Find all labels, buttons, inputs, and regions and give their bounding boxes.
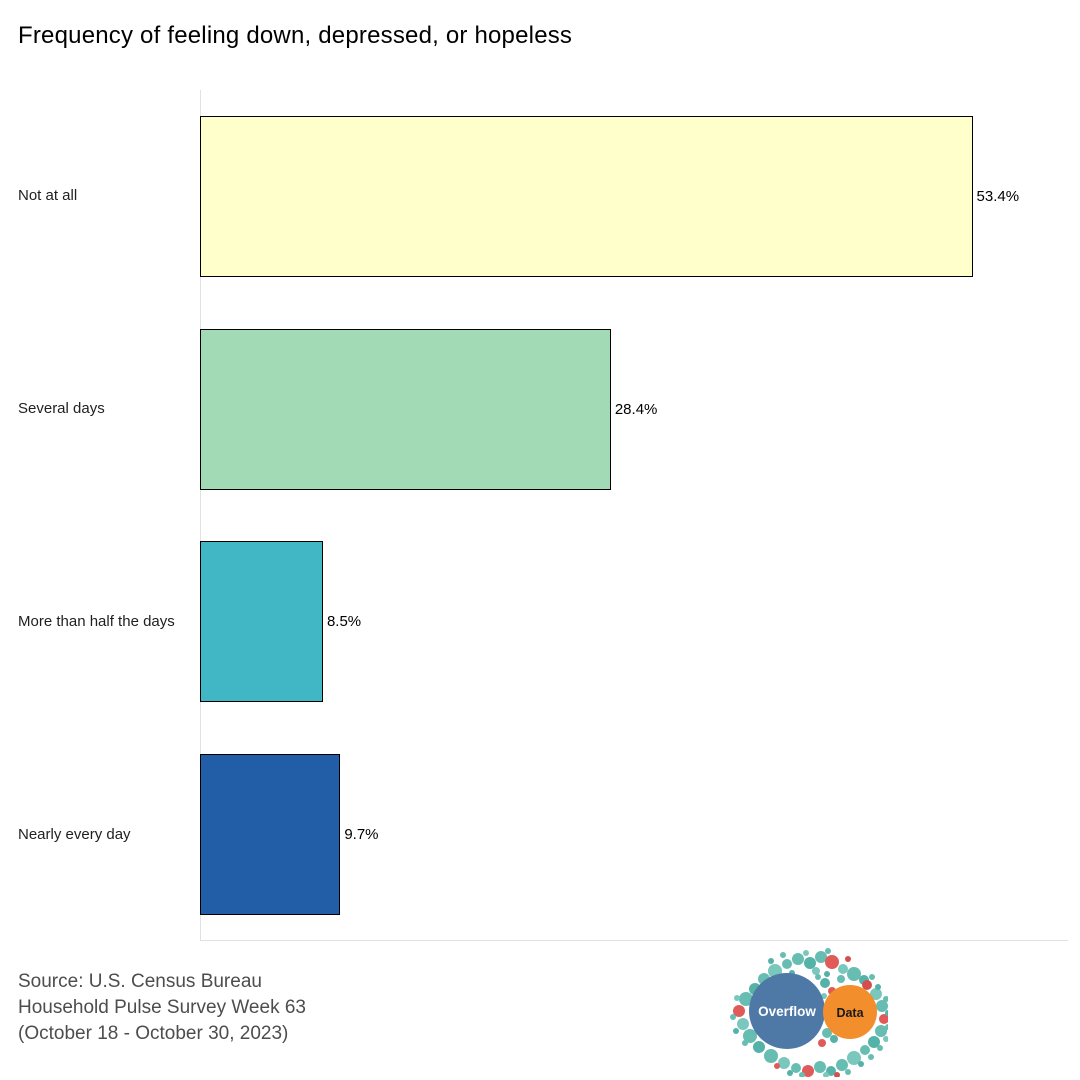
- bar-several-days[interactable]: [200, 329, 611, 490]
- logo-data-label: Data: [836, 1006, 864, 1020]
- source-line-3: (October 18 - October 30, 2023): [18, 1023, 289, 1044]
- value-label: 28.4%: [614, 400, 658, 418]
- bar-track: [200, 516, 1080, 729]
- category-label: Several days: [18, 400, 105, 418]
- bar-track: [200, 90, 1080, 303]
- category-label: Not at all: [18, 187, 78, 205]
- bar-track: [200, 303, 1080, 516]
- value-label: 53.4%: [976, 187, 1020, 205]
- source-line-2: Household Pulse Survey Week 63: [18, 997, 306, 1018]
- bar-row-nearly-every-day: [0, 728, 1080, 941]
- value-label: 8.5%: [326, 613, 362, 631]
- overflow-data-logo: [728, 947, 888, 1077]
- bar-track: [200, 728, 1080, 941]
- bar-more-than-half[interactable]: [200, 541, 323, 702]
- category-label: Nearly every day: [18, 825, 131, 843]
- bar-row-not-at-all: [0, 90, 1080, 303]
- source-caption: [18, 969, 306, 1047]
- bar-rows: [0, 90, 1080, 941]
- chart-title: Frequency of feeling down, depressed, or hopeless: [18, 22, 573, 49]
- bar-row-more-than-half: [0, 516, 1080, 729]
- bar-row-several-days: [0, 303, 1080, 516]
- value-label: 9.7%: [344, 826, 379, 844]
- source-line-1: Source: U.S. Census Bureau: [18, 971, 262, 992]
- bar-not-at-all[interactable]: [200, 116, 973, 277]
- bar-nearly-every-day[interactable]: [200, 754, 340, 915]
- logo-overflow-label: Overflow: [758, 1004, 816, 1019]
- bar-chart: [0, 90, 1080, 941]
- category-label: More than half the days: [18, 612, 175, 630]
